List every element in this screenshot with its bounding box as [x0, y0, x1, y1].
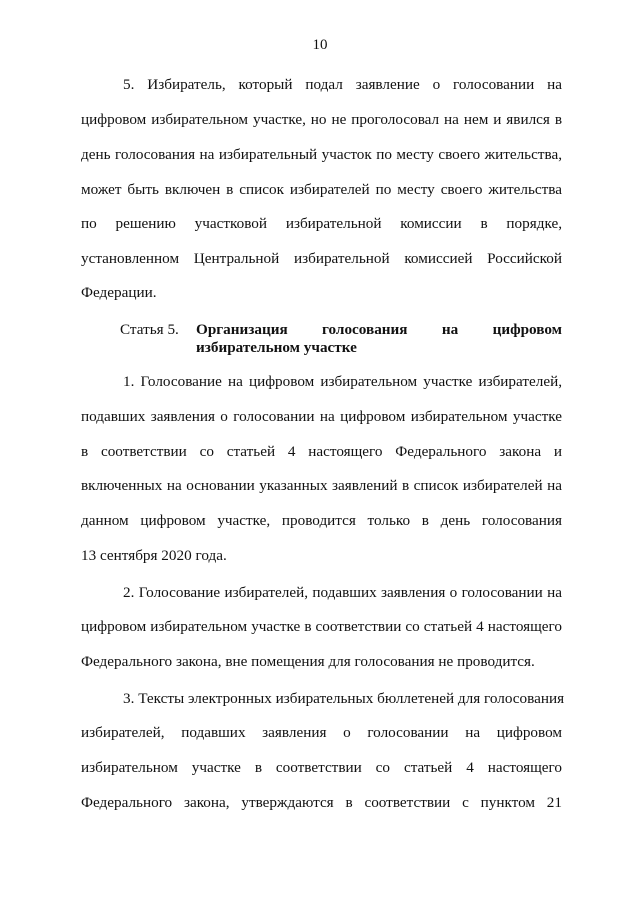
article-label: Статья 5. — [120, 321, 179, 338]
text-line: может быть включен в список избирателей по месту своего жительства — [81, 181, 562, 198]
text-line: 2. Голосование избирателей, подавших заявления о голосовании на — [123, 584, 562, 601]
text-line: данном цифровом участке, проводится только в день голосования — [81, 512, 562, 529]
text-line: подавших заявления о голосовании на цифровом избирательном участке — [81, 408, 562, 425]
text-line: день голосования на избирательный участок по месту своего жительства, — [81, 146, 562, 163]
text-line: цифровом избирательном участке, но не проголосовал на нем и явился в — [81, 111, 562, 128]
text-line: 1. Голосование на цифровом избирательном участке избирателей, — [123, 373, 562, 390]
text-line: цифровом избирательном участке в соответствии со статьей 4 настоящего — [81, 618, 562, 635]
text-line: установленном Центральной избирательной комиссией Российской — [81, 250, 562, 267]
text-line: 3. Тексты электронных избирательных бюллетеней для голосования — [123, 690, 565, 707]
article-title — [196, 321, 562, 357]
text-line: избирателей, подавших заявления о голосовании на цифровом — [81, 724, 562, 741]
text-line: Федерации. — [81, 284, 157, 301]
text-line: Федерального закона, вне помещения для голосования не проводится. — [81, 653, 535, 670]
page-number: 10 — [312, 37, 328, 53]
text-line: включенных на основании указанных заявлений в список избирателей на — [81, 477, 562, 494]
text-line: по решению участковой избирательной комиссии в порядке, — [81, 215, 562, 232]
text-line: в соответствии со статьей 4 настоящего Федерального закона и — [81, 443, 562, 460]
text-line: избирательном участке в соответствии со статьей 4 настоящего — [81, 759, 562, 776]
text-line: Федерального закона, утверждаются в соответствии с пунктом 21 — [81, 794, 562, 811]
text-line: 13 сентября 2020 года. — [81, 547, 227, 564]
article-title-line: Организация голосования на цифровом — [196, 321, 562, 338]
article-title-line: избирательном участке — [196, 339, 357, 356]
text-line: 5. Избиратель, который подал заявление о голосовании на — [123, 76, 562, 93]
